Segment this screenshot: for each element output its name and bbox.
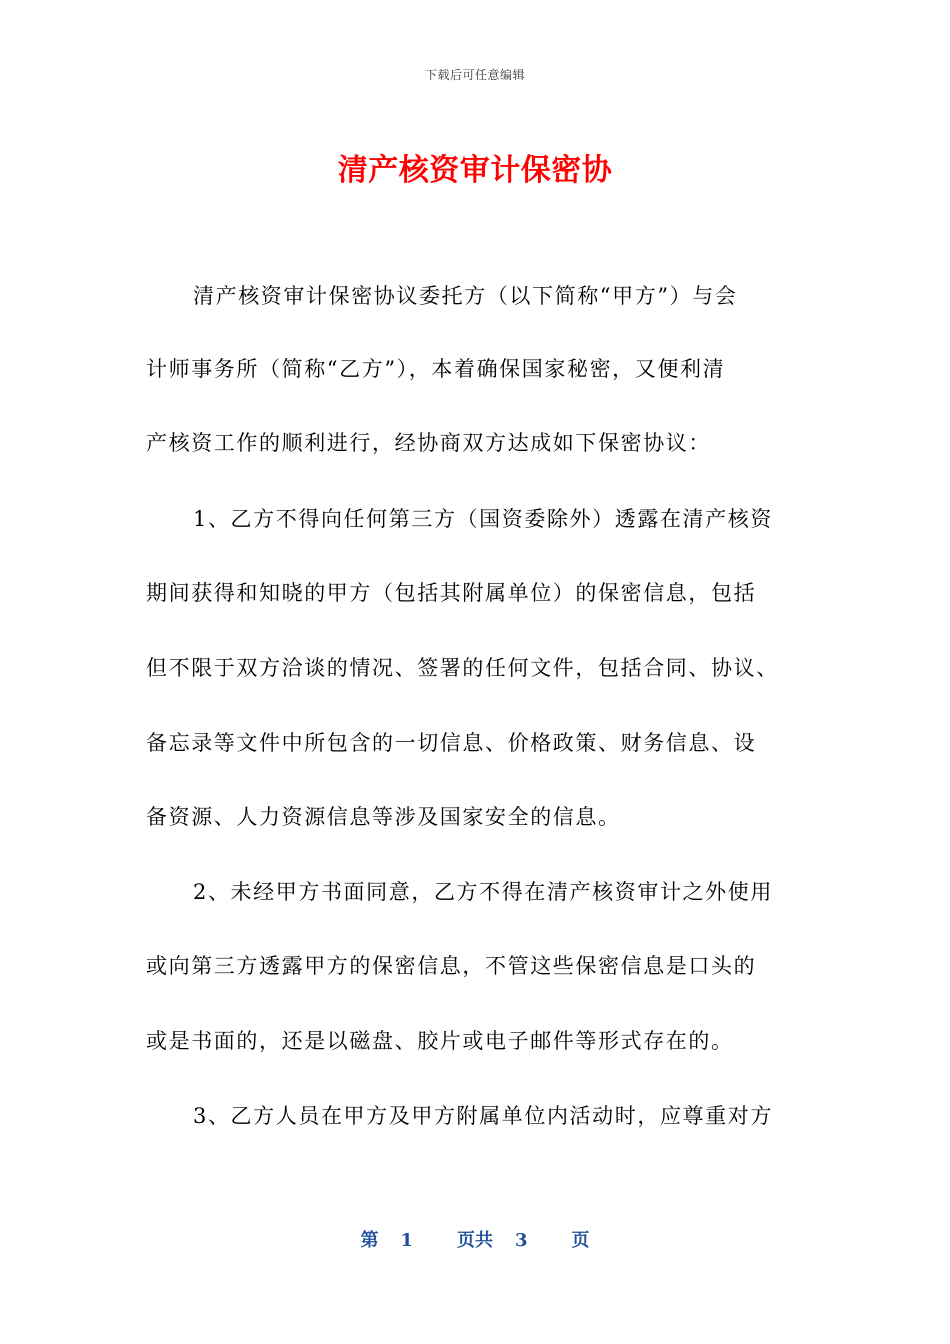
document-title: 清产核资审计保密协	[337, 153, 613, 188]
body-line: 备资源、人力资源信息等涉及国家安全的信息。	[146, 805, 621, 829]
body-line: 产核资工作的顺利进行，经协商双方达成如下保密协议：	[146, 431, 711, 455]
body-line: 1、乙方不得向任何第三方（国资委除外）透露在清产核资	[193, 507, 773, 531]
body-line: 备忘录等文件中所包含的一切信息、价格政策、财务信息、设	[146, 731, 757, 755]
body-line: 期间获得和知晓的甲方（包括其附属单位）的保密信息，包括	[146, 581, 757, 605]
header-note: 下载后可任意编辑	[424, 68, 525, 82]
footer-current-page: 1	[400, 1230, 413, 1251]
body-line: 3、乙方人员在甲方及甲方附属单位内活动时，应尊重对方	[193, 1104, 773, 1128]
footer-label-di: 第	[360, 1230, 379, 1251]
footer-total-pages: 3	[515, 1230, 528, 1251]
body-line: 或向第三方透露甲方的保密信息，不管这些保密信息是口头的	[146, 954, 757, 978]
footer-label-ye: 页	[571, 1230, 590, 1251]
footer-label-ye-gong: 页共	[457, 1230, 493, 1251]
body-line: 但不限于双方洽谈的情况、签署的任何文件，包括合同、协议、	[146, 656, 779, 680]
body-line: 2、未经甲方书面同意，乙方不得在清产核资审计之外使用	[193, 880, 773, 904]
body-line: 计师事务所（简称“乙方”），本着确保国家秘密，又便利清	[146, 357, 726, 381]
body-line: 或是书面的，还是以磁盘、胶片或电子邮件等形式存在的。	[146, 1029, 734, 1053]
page-footer	[0, 1226, 950, 1252]
body-line: 清产核资审计保密协议委托方（以下简称“甲方”）与会	[193, 284, 738, 308]
